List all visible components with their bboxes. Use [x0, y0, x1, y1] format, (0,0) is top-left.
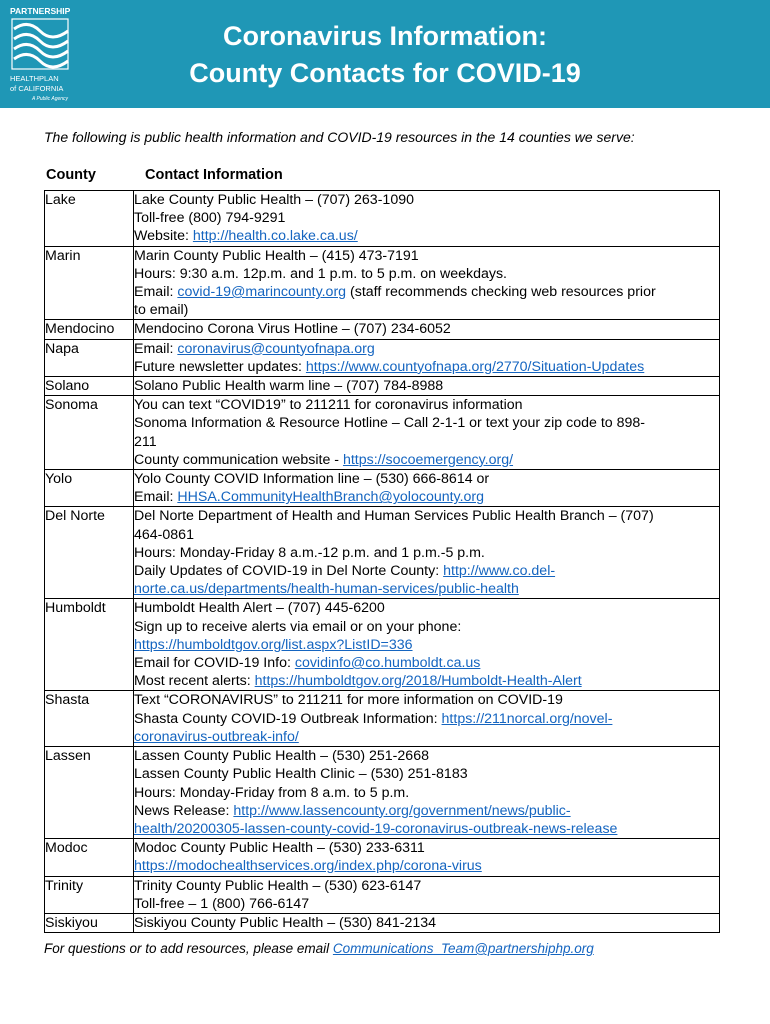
table-row — [45, 876, 720, 913]
county-cell: Lassen — [45, 747, 134, 839]
contact-text: Toll-free – 1 (800) 766-6147 — [134, 895, 310, 912]
contact-line — [134, 820, 719, 838]
contact-link[interactable]: https://211norcal.org/novel- — [441, 710, 613, 727]
contact-cell — [134, 599, 720, 691]
contact-link[interactable]: coronavirus@countyofnapa.org — [177, 340, 375, 357]
contact-link[interactable]: https://humboldtgov.org/list.aspx?ListID=336 — [134, 636, 413, 653]
contact-text: Email: — [134, 489, 178, 506]
contact-text: Siskiyou County Public Health – (530) 841-2134 — [134, 914, 437, 931]
contact-text: Modoc County Public Health – (530) 233-6311 — [134, 840, 425, 857]
county-cell: Modoc — [45, 839, 134, 876]
table-row — [45, 191, 720, 247]
contact-text: Del Norte Department of Health and Human Services Public Health Branch – (707) — [134, 508, 654, 525]
table-row — [45, 246, 720, 320]
contact-link[interactable]: http://www.lassencounty.org/government/news/public- — [233, 802, 571, 819]
contact-text: Mendocino Corona Virus Hotline – (707) 234-6052 — [134, 321, 451, 338]
contact-text: Lassen County Public Health – (530) 251-2668 — [134, 748, 429, 765]
contact-line — [134, 765, 719, 783]
contact-line — [134, 320, 719, 338]
contact-line — [134, 433, 719, 451]
contact-line — [134, 580, 719, 598]
contact-text: Hours: 9:30 a.m. 12p.m. and 1 p.m. to 5 p.m. on weekdays. — [134, 265, 508, 282]
contact-line — [134, 914, 719, 932]
contact-cell — [134, 246, 720, 320]
county-cell: Del Norte — [45, 507, 134, 599]
contact-text: Solano Public Health warm line – (707) 784-8988 — [134, 378, 444, 395]
contact-line — [134, 451, 719, 469]
county-cell: Yolo — [45, 470, 134, 507]
logo-text-california: of CALIFORNIA — [10, 84, 64, 93]
page-title-line1: Coronavirus Information: — [222, 21, 547, 51]
contact-text: (staff recommends checking web resources prior — [346, 284, 656, 301]
contact-cell — [134, 913, 720, 932]
intro-text: The following is public health information and COVID-19 resources in the 14 counties we serve: — [44, 129, 635, 145]
contact-line — [134, 544, 719, 562]
footer-note — [44, 941, 744, 956]
contact-text: Sign up to receive alerts via email or on your phone: — [134, 618, 462, 635]
contact-line — [134, 839, 719, 857]
contact-line — [134, 654, 719, 672]
contact-line — [134, 895, 719, 913]
contact-link[interactable]: covid-19@marincounty.org — [177, 284, 347, 301]
column-header-contact: Contact Information — [145, 167, 283, 183]
county-cell: Shasta — [45, 691, 134, 747]
logo-text-agency: A Public Agency — [32, 96, 69, 102]
contact-line — [134, 470, 719, 488]
county-cell: Napa — [45, 339, 134, 376]
contact-cell — [134, 839, 720, 876]
contact-line — [134, 301, 719, 319]
contact-text: Humboldt Health Alert – (707) 445-6200 — [134, 600, 385, 617]
county-cell: Humboldt — [45, 599, 134, 691]
contact-cell — [134, 320, 720, 339]
contact-link[interactable]: HHSA.CommunityHealthBranch@yolocounty.org — [177, 489, 485, 506]
table-row — [45, 339, 720, 376]
contact-text: Hours: Monday-Friday from 8 a.m. to 5 p.m. — [134, 784, 410, 801]
footer-email-link[interactable]: Communications_Team@partnershiphp.org — [332, 941, 594, 956]
contact-text: Lake County Public Health – (707) 263-1090 — [134, 192, 414, 208]
contact-text: News Release: — [134, 802, 234, 819]
contact-line — [134, 265, 719, 283]
contact-text: Daily Updates of COVID-19 in Del Norte County: — [134, 563, 444, 580]
county-cell: Solano — [45, 377, 134, 396]
contact-line — [134, 857, 719, 875]
table-row — [45, 470, 720, 507]
contact-text: to email) — [134, 302, 189, 319]
contact-cell — [134, 470, 720, 507]
contact-text: Sonoma Information & Resource Hotline – Call 2-1-1 or text your zip code to 898- — [134, 415, 646, 432]
contact-link[interactable]: covidinfo@co.humboldt.ca.us — [294, 655, 481, 672]
county-cell: Siskiyou — [45, 913, 134, 932]
contact-text: Email for COVID-19 Info: — [134, 655, 295, 672]
contact-text: Future newsletter updates: — [134, 358, 306, 375]
contact-line — [134, 599, 719, 617]
contact-link[interactable]: coronavirus-outbreak-info/ — [134, 728, 299, 745]
contact-line — [134, 877, 719, 895]
contact-text: 211 — [134, 433, 157, 450]
page-title-line2: County Contacts for COVID-19 — [189, 58, 581, 88]
contact-cell — [134, 191, 720, 247]
table-row — [45, 913, 720, 932]
contact-cell — [134, 396, 720, 470]
contact-text: Marin County Public Health – (415) 473-7191 — [134, 247, 419, 264]
contact-line — [134, 340, 719, 358]
contact-line — [134, 747, 719, 765]
contact-text: Yolo County COVID Information line – (530) 666-8614 or — [134, 471, 490, 488]
contact-cell — [134, 691, 720, 747]
table-row — [45, 320, 720, 339]
contact-line — [134, 283, 719, 301]
contact-cell — [134, 876, 720, 913]
contact-cell — [134, 507, 720, 599]
contact-text: Hours: Monday-Friday 8 a.m.-12 p.m. and 1 p.m.-5 p.m. — [134, 544, 485, 561]
county-cell: Lake — [45, 191, 134, 247]
contact-link[interactable]: https://socoemergency.org/ — [342, 451, 514, 468]
logo-text-healthplan: HEALTHPLAN — [10, 74, 59, 83]
contact-link[interactable]: http://www.co.del- — [443, 563, 556, 580]
contact-link[interactable]: https://modochealthservices.org/index.php/corona-virus — [134, 858, 482, 875]
contact-line — [134, 728, 719, 746]
county-contacts-table — [44, 190, 720, 933]
contact-link[interactable]: health/20200305-lassen-county-covid-19-coronavirus-outbreak-news-release — [134, 820, 618, 837]
contact-link[interactable]: https://humboldtgov.org/2018/Humboldt-Health-Alert — [254, 673, 582, 690]
contact-text: Most recent alerts: — [134, 673, 255, 690]
county-cell: Trinity — [45, 876, 134, 913]
contact-line — [134, 526, 719, 544]
contact-line — [134, 562, 719, 580]
table-row — [45, 691, 720, 747]
contact-line — [134, 191, 719, 209]
contact-line — [134, 377, 719, 395]
contact-text: Toll-free (800) 794-9291 — [134, 210, 286, 227]
table-row — [45, 839, 720, 876]
contact-text: County communication website - — [134, 451, 343, 468]
contact-line — [134, 618, 719, 636]
contact-line — [134, 784, 719, 802]
contact-text: Shasta County COVID-19 Outbreak Information: — [134, 710, 442, 727]
contact-link[interactable]: http://health.co.lake.ca.us/ — [192, 228, 358, 245]
table-row — [45, 507, 720, 599]
table-row — [45, 599, 720, 691]
contact-text: Trinity County Public Health – (530) 623-6147 — [134, 877, 422, 894]
contact-line — [134, 636, 719, 654]
contact-line — [134, 414, 719, 432]
county-cell: Marin — [45, 246, 134, 320]
header-banner — [0, 0, 770, 108]
footer-text: For questions or to add resources, please email — [44, 941, 333, 956]
contact-text: 464-0861 — [134, 526, 194, 543]
logo-text-top: PARTNERSHIP — [10, 6, 71, 16]
contact-link[interactable]: norte.ca.us/departments/health-human-services/public-health — [134, 581, 519, 598]
contact-line — [134, 227, 719, 245]
contact-line — [134, 396, 719, 414]
page-title — [100, 18, 670, 92]
contact-text: Email: — [134, 284, 178, 301]
contact-text: Email: — [134, 340, 178, 357]
contact-line — [134, 710, 719, 728]
partnership-logo — [10, 5, 72, 103]
contact-text: Website: — [134, 228, 193, 245]
contact-line — [134, 209, 719, 227]
contact-text: You can text “COVID19” to 211211 for coronavirus information — [134, 397, 523, 414]
contact-text: Lassen County Public Health Clinic – (530) 251-8183 — [134, 766, 468, 783]
contact-line — [134, 672, 719, 690]
contact-cell — [134, 747, 720, 839]
contact-text: Text “CORONAVIRUS” to 211211 for more information on COVID-19 — [134, 692, 563, 709]
contact-line — [134, 358, 719, 376]
contact-line — [134, 802, 719, 820]
table-row — [45, 377, 720, 396]
contact-cell — [134, 377, 720, 396]
column-header-county: County — [46, 167, 96, 183]
contact-line — [134, 488, 719, 506]
table-body — [45, 191, 720, 933]
contact-line — [134, 691, 719, 709]
county-cell: Sonoma — [45, 396, 134, 470]
contact-line — [134, 247, 719, 265]
contact-cell — [134, 339, 720, 376]
table-row — [45, 747, 720, 839]
table-row — [45, 396, 720, 470]
contact-line — [134, 507, 719, 525]
county-cell: Mendocino — [45, 320, 134, 339]
contact-link[interactable]: https://www.countyofnapa.org/2770/Situation-Updates — [305, 358, 645, 375]
